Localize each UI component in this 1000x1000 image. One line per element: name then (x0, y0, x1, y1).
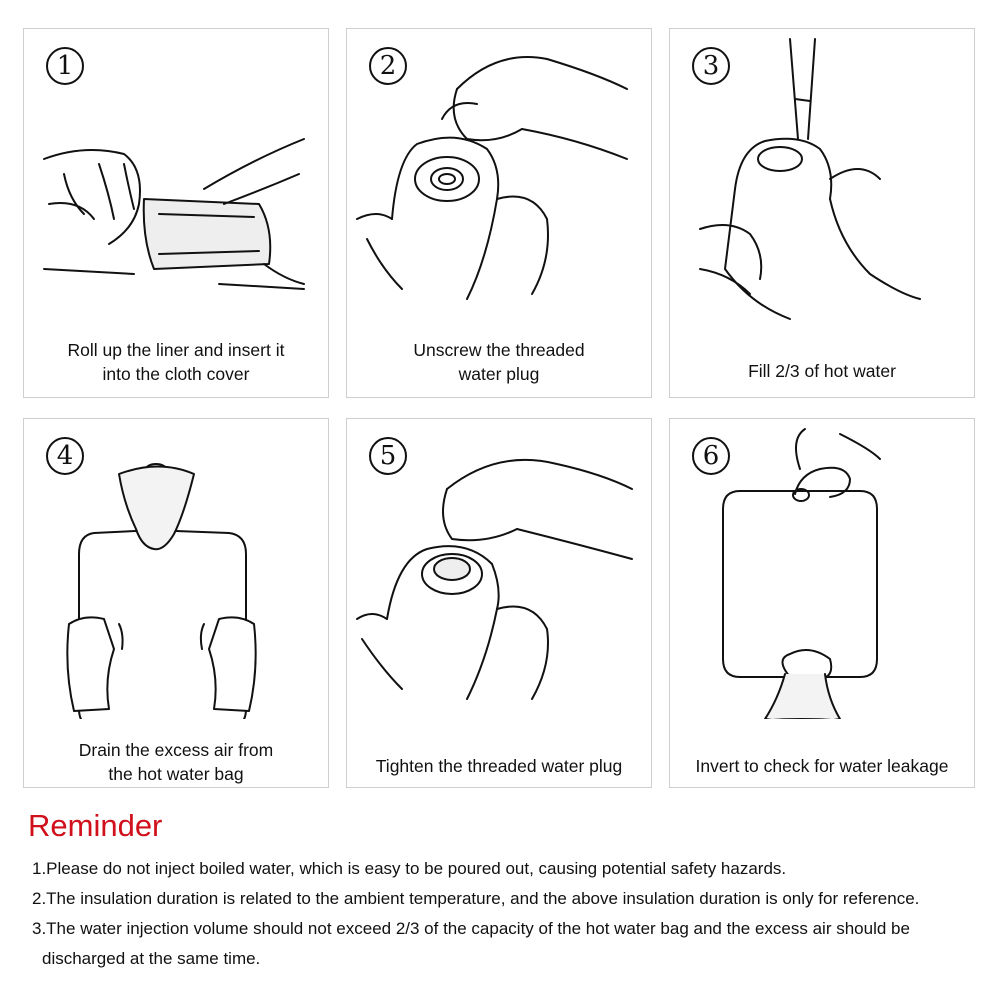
reminder-item-3: 3.The water injection volume should not exceed 2/3 of the capacity of the hot water bag and the excess air should be (32, 919, 910, 938)
step-number-4: 4 (46, 437, 84, 475)
invert-bag-illustration (670, 419, 976, 719)
step-panel-6 (669, 418, 975, 788)
step-number-2: 2 (369, 47, 407, 85)
step-panel-4 (23, 418, 329, 788)
step-caption-1: Roll up the liner and insert it into the cloth cover (67, 340, 285, 384)
step-number-6: 6 (692, 437, 730, 475)
step-panel-1 (23, 28, 329, 398)
fill-water-illustration (670, 29, 976, 329)
step-panel-5 (346, 418, 652, 788)
step-panel-3 (669, 28, 975, 398)
step-caption-6: Invert to check for water leakage (695, 756, 949, 776)
drain-air-illustration (24, 419, 330, 719)
reminder-item-1: 1.Please do not inject boiled water, which is easy to be poured out, causing potential safety hazards. (32, 859, 787, 878)
step-caption-2: Unscrew the threaded water plug (413, 340, 585, 384)
reminder-title: Reminder (28, 808, 163, 843)
step-caption-5: Tighten the threaded water plug (375, 756, 623, 776)
reminder-item-3-continued: discharged at the same time. (42, 949, 261, 968)
tighten-plug-illustration (347, 419, 653, 719)
unscrew-plug-illustration (347, 29, 653, 329)
step-caption-4: Drain the excess air from the hot water bag (78, 740, 274, 784)
step-caption-3: Fill 2/3 of hot water (748, 361, 896, 381)
step-number-5: 5 (369, 437, 407, 475)
step-number-1: 1 (46, 47, 84, 85)
reminder-item-2: 2.The insulation duration is related to the ambient temperature, and the above insulation duration is only for reference. (32, 889, 920, 908)
step-panel-2 (346, 28, 652, 398)
roll-liner-illustration (24, 29, 330, 329)
step-number-3: 3 (692, 47, 730, 85)
